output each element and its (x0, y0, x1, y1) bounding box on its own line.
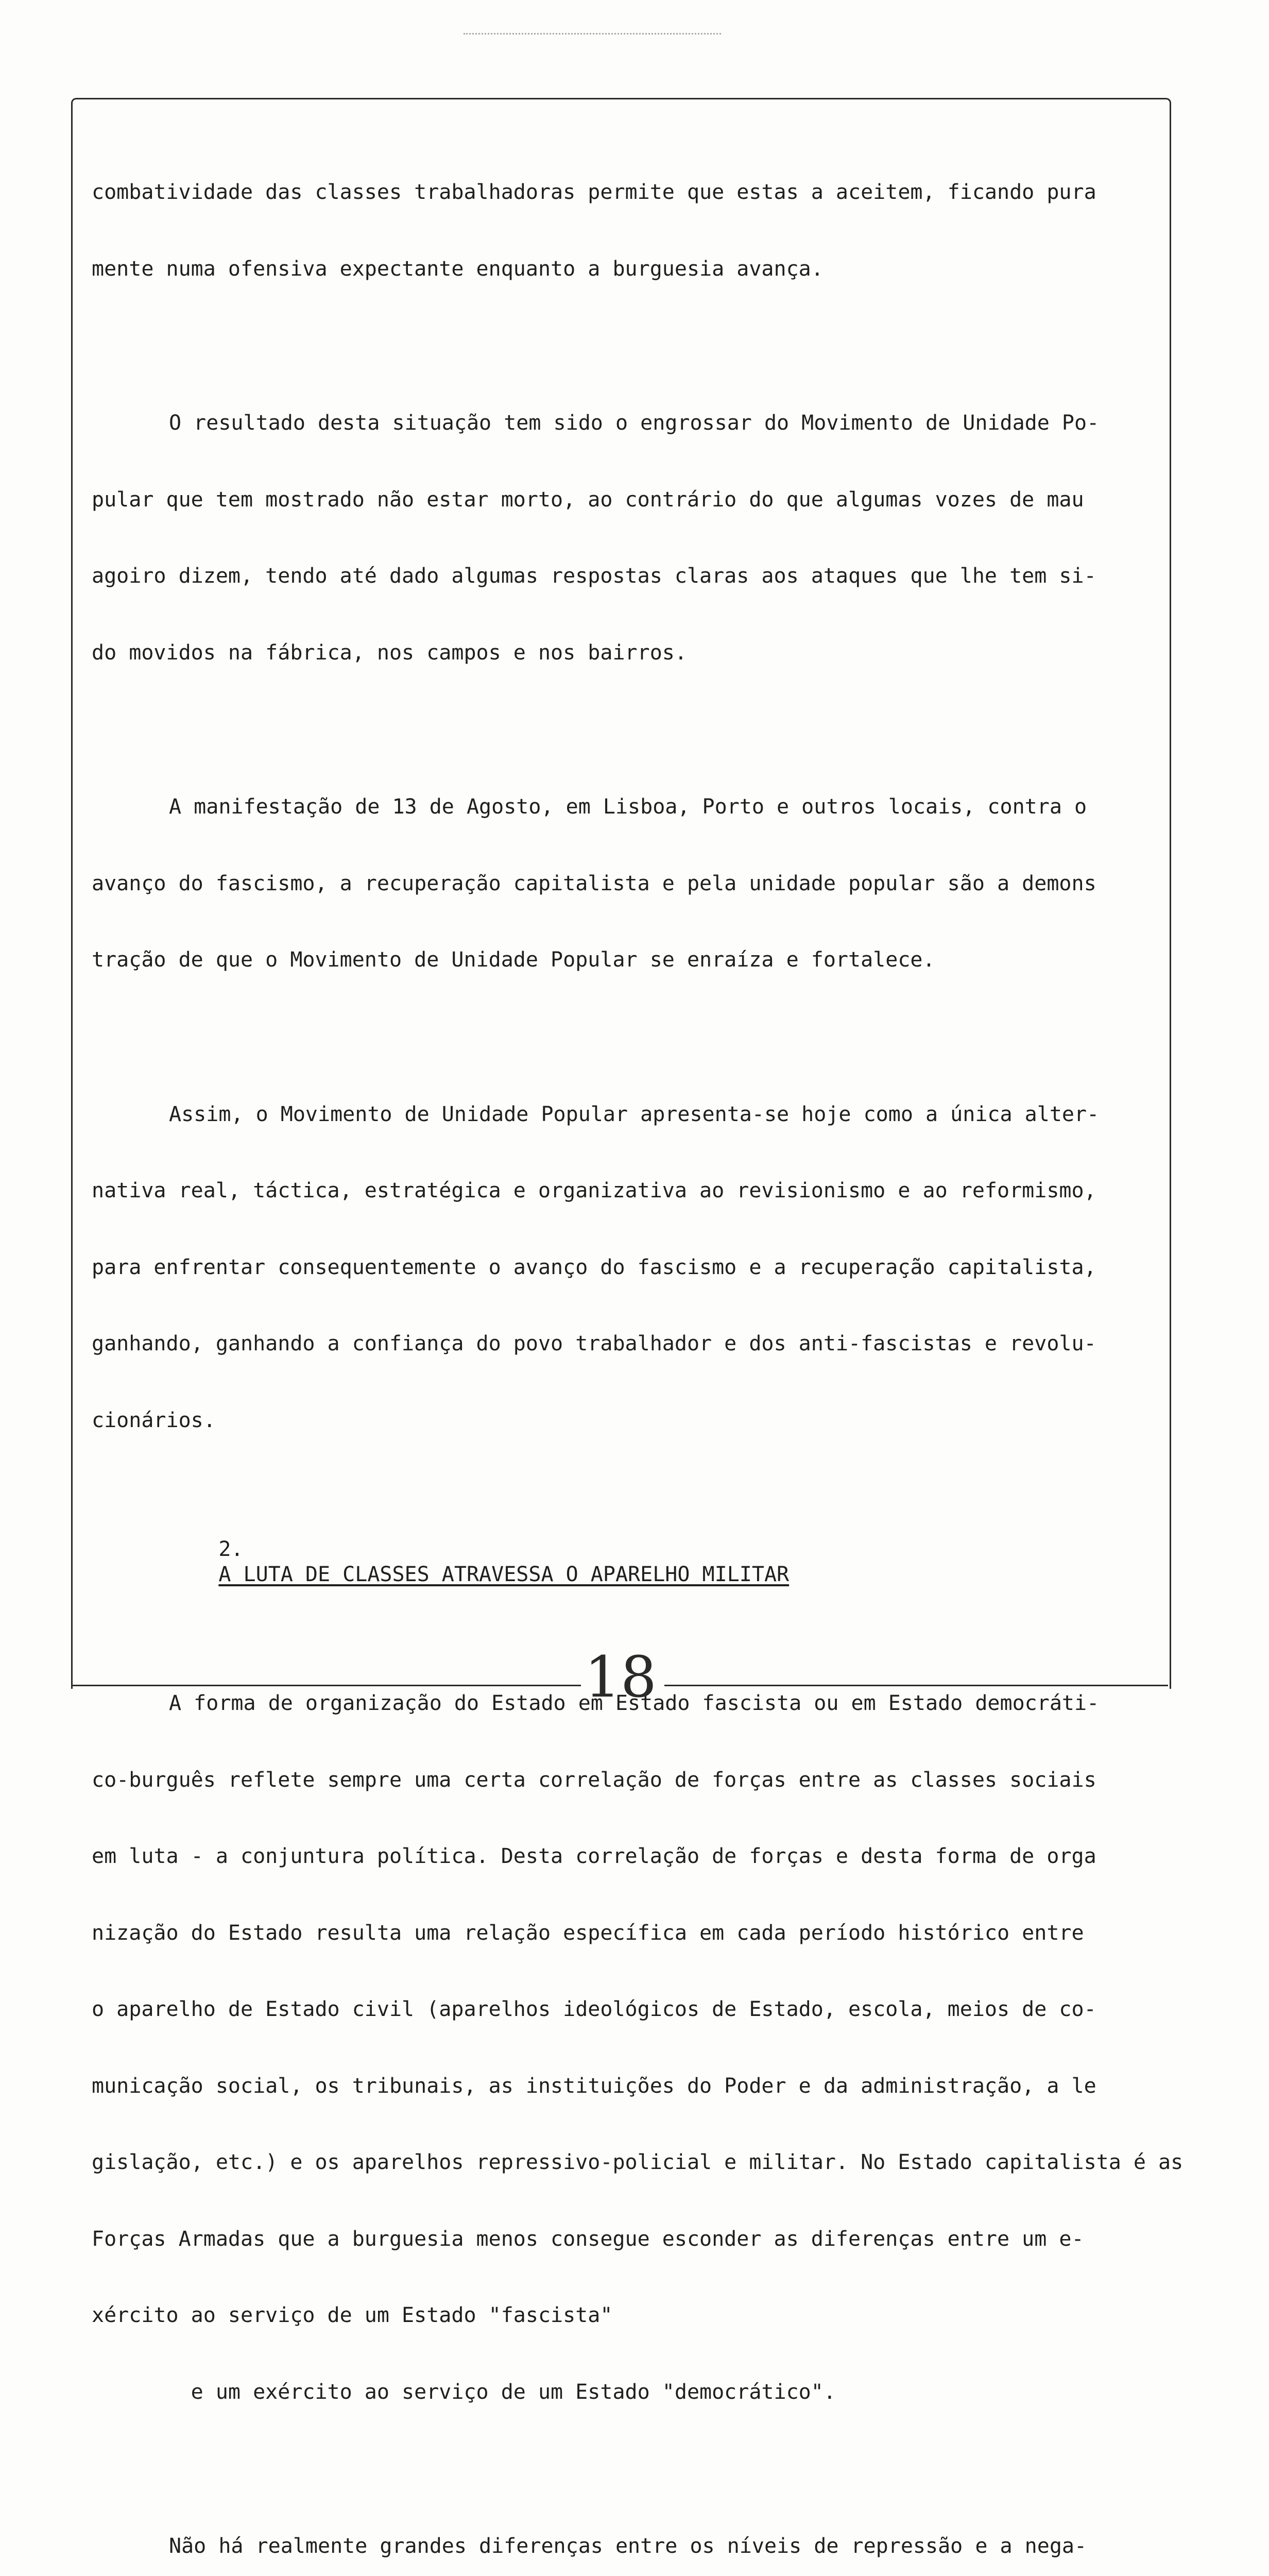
text-line: em luta - a conjuntura política. Desta correlação de forças e desta forma de orga (92, 1844, 1096, 1868)
paragraph (92, 129, 1163, 333)
text-line: Assim, o Movimento de Unidade Popular apresenta-se hoje como a única alter- (169, 1102, 1100, 1126)
text-line: Não há realmente grandes diferenças entre os níveis de repressão e a nega- (169, 2534, 1087, 2558)
text-line: cionários. (92, 1408, 216, 1432)
text-line: para enfrentar consequentemente o avanço do fascismo e a recuperação capitalista, (92, 1255, 1096, 1279)
text-line: xército ao serviço de um Estado "fascista" (92, 2303, 613, 2327)
scan-artifact (464, 33, 721, 37)
document-body (92, 129, 1184, 2576)
text-line: o aparelho de Estado civil (aparelhos ideológicos de Estado, escola, meios de co- (92, 1997, 1096, 2021)
text-line: e um exército ao serviço de um Estado "democrático". (92, 2380, 836, 2404)
text-line: avanço do fascismo, a recuperação capitalista e pela unidade popular são a demons (92, 871, 1096, 895)
text-line: pular que tem mostrado não estar morto, ao contrário do que algumas vozes de mau (92, 487, 1084, 512)
paragraph (92, 360, 1163, 717)
text-line: nização do Estado resulta uma relação específica em cada período histórico entre (92, 1921, 1084, 1945)
section-heading (92, 1511, 1163, 1613)
text-line: A forma de organização do Estado em Estado fascista ou em Estado democráti- (169, 1691, 1100, 1715)
text-line: do movidos na fábrica, nos campos e nos bairros. (92, 640, 687, 665)
paragraph (92, 743, 1163, 1024)
text-line: combatividade das classes trabalhadoras permite que estas a aceitem, ficando pura (92, 180, 1096, 204)
text-line: A manifestação de 13 de Agosto, em Lisboa, Porto e outros locais, contra o (169, 795, 1087, 819)
page-number: 18 (585, 1644, 657, 1710)
text-line: mente numa ofensiva expectante enquanto a burguesia avança. (92, 257, 824, 281)
text-line: Forças Armadas que a burguesia menos consegue esconder as diferenças entre um e- (92, 2227, 1084, 2251)
section-title: A LUTA DE CLASSES ATRAVESSA O APARELHO MILITAR (218, 1563, 790, 1586)
paragraph (92, 2483, 1163, 2576)
text-line: ganhando, ganhando a confiança do povo trabalhador e dos anti-fascistas e revolu- (92, 1332, 1096, 1355)
text-line: agoiro dizem, tendo até dado algumas respostas claras aos ataques que lhe tem si- (92, 564, 1096, 588)
text-line: tração de que o Movimento de Unidade Popular se enraíza e fortalece. (92, 948, 935, 972)
paragraph (92, 1640, 1184, 2456)
text-line: gislação, etc.) e os aparelhos repressivo-policial e militar. No Estado capitalista é as (92, 2150, 1184, 2174)
section-number: 2. (218, 1537, 244, 1561)
text-line: municação social, os tribunais, as instituições do Poder e da administração, a le (92, 2074, 1096, 2098)
text-line: O resultado desta situação tem sido o engrossar do Movimento de Unidade Po- (169, 411, 1100, 435)
text-line: nativa real, táctica, estratégica e organizativa ao revisionismo e ao reformismo, (92, 1179, 1096, 1202)
text-line: co-burguês reflete sempre uma certa correlação de forças entre as classes sociais (92, 1768, 1096, 1792)
paragraph (92, 1051, 1163, 1485)
